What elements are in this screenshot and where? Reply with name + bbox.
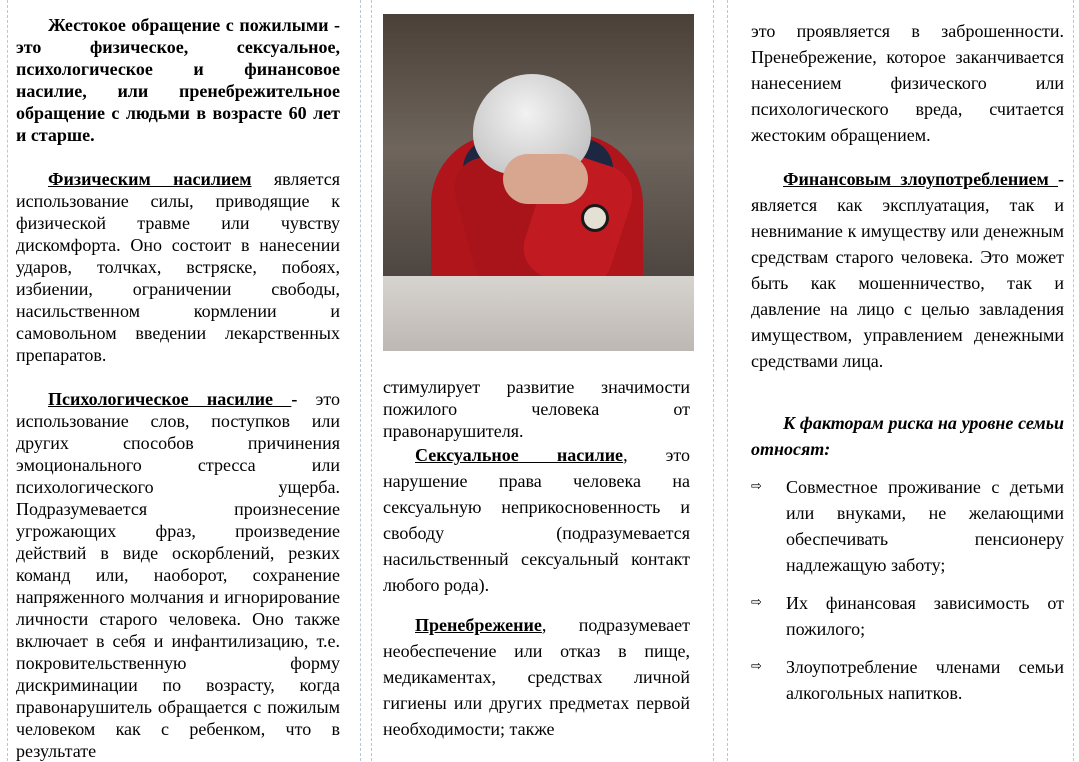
arrow-right-icon: ⇨ [751, 595, 762, 610]
financial-text: является как эксплуатация, так и невнимание к имуществу или денежным средствам старого человека. Это может быть как мошенничество, так и давление на лицо с целью завладения имуществом, управлением денежными средствами лица. [751, 195, 1064, 371]
arrow-right-icon: ⇨ [751, 479, 762, 494]
spacer [383, 598, 690, 612]
sexual-text: , это нарушение права человека на сексуальную неприкосновенность и свободу (подразумевается насильственный сексуальный контакт любого рода). [383, 445, 690, 595]
list-item [751, 590, 1064, 642]
continuation-text: это проявляется в заброшенности. Пренебрежение, которое заканчивается нанесением физического или психологического вреда, считается жестоким обращением. [751, 21, 1064, 145]
physical-paragraph [16, 168, 340, 366]
column-left [16, 14, 340, 762]
psych-dash: - [291, 389, 298, 409]
financial-dash: - [1058, 169, 1064, 189]
column-guide [713, 0, 714, 761]
neglect-text: , подразумевает необеспечение или отказ в пище, медикаментах, средствах личной гигиены или других предметах первой необходимости; также [383, 615, 690, 739]
list-item [751, 654, 1064, 706]
neglect-term: Пренебрежение [415, 615, 542, 635]
sexual-paragraph [383, 442, 690, 598]
column-guide-left [7, 0, 8, 761]
intro-paragraph: Жестокое обращение с пожилыми - это физическое, сексуальное, психологическое и финансовое насилие, или пренебрежительное обращение с людьми в возрасте 60 лет и старше. [16, 15, 340, 145]
column-guide [727, 0, 728, 761]
financial-paragraph [751, 166, 1064, 374]
arrow-right-icon: ⇨ [751, 659, 762, 674]
psych-term: Психологическое насилие [48, 389, 292, 409]
column-guide [371, 0, 372, 761]
continuation-text: стимулирует развитие значимости пожилого человека от правонарушителя. [383, 377, 690, 441]
column-guide-right [1073, 0, 1074, 761]
physical-text: является использование силы, приводящие к физической травме или чувству дискомфорта. Оно состоит в нанесении ударов, толчках, встряске, побоях, избиении, ограничении свободы, насильственном кормлении и самовольном введении лекарственных препаратов. [16, 169, 340, 365]
risk-item-text: Совместное проживание с детьми или внуками, не желающими обеспечивать пенсионеру надлежащую заботу; [786, 477, 1064, 575]
risk-item-text: Их финансовая зависимость от пожилого; [786, 593, 1064, 639]
column-guide [360, 0, 361, 761]
neglect-paragraph [383, 612, 690, 742]
financial-term: Финансовым злоупотреблением [783, 169, 1058, 189]
risk-list [751, 474, 1064, 706]
spacer [751, 374, 1064, 410]
risk-title: К факторам риска на уровне семьи относят: [751, 413, 1064, 459]
column-middle [383, 376, 690, 742]
psych-text: это использование слов, поступков или других способов причинения эмоционального стресса или психологического ущерба. Подразумевается произнесение угрожающих фраз, произведение действий в виде оскорблений, резких команд или, наоборот, сохранение напряженного молчания и игнорирование личности старого человека. Оно также включает в себя и инфантилизацию, т.е. покровительственную форму дискриминации по возрасту, когда правонарушитель обращается с пожилым человеком как с ребенком, что в результате [16, 389, 340, 761]
elderly-woman-photo [383, 14, 694, 351]
spacer [16, 366, 340, 388]
spacer [751, 148, 1064, 166]
spacer [751, 462, 1064, 474]
risk-item-text: Злоупотребление членами семьи алкогольных напитков. [786, 657, 1064, 703]
list-item [751, 474, 1064, 578]
spacer [16, 146, 340, 168]
physical-term: Физическим насилием [48, 169, 252, 189]
column-right [751, 18, 1064, 718]
sexual-term: Сексуальное насилие [415, 445, 624, 465]
psych-paragraph [16, 388, 340, 762]
